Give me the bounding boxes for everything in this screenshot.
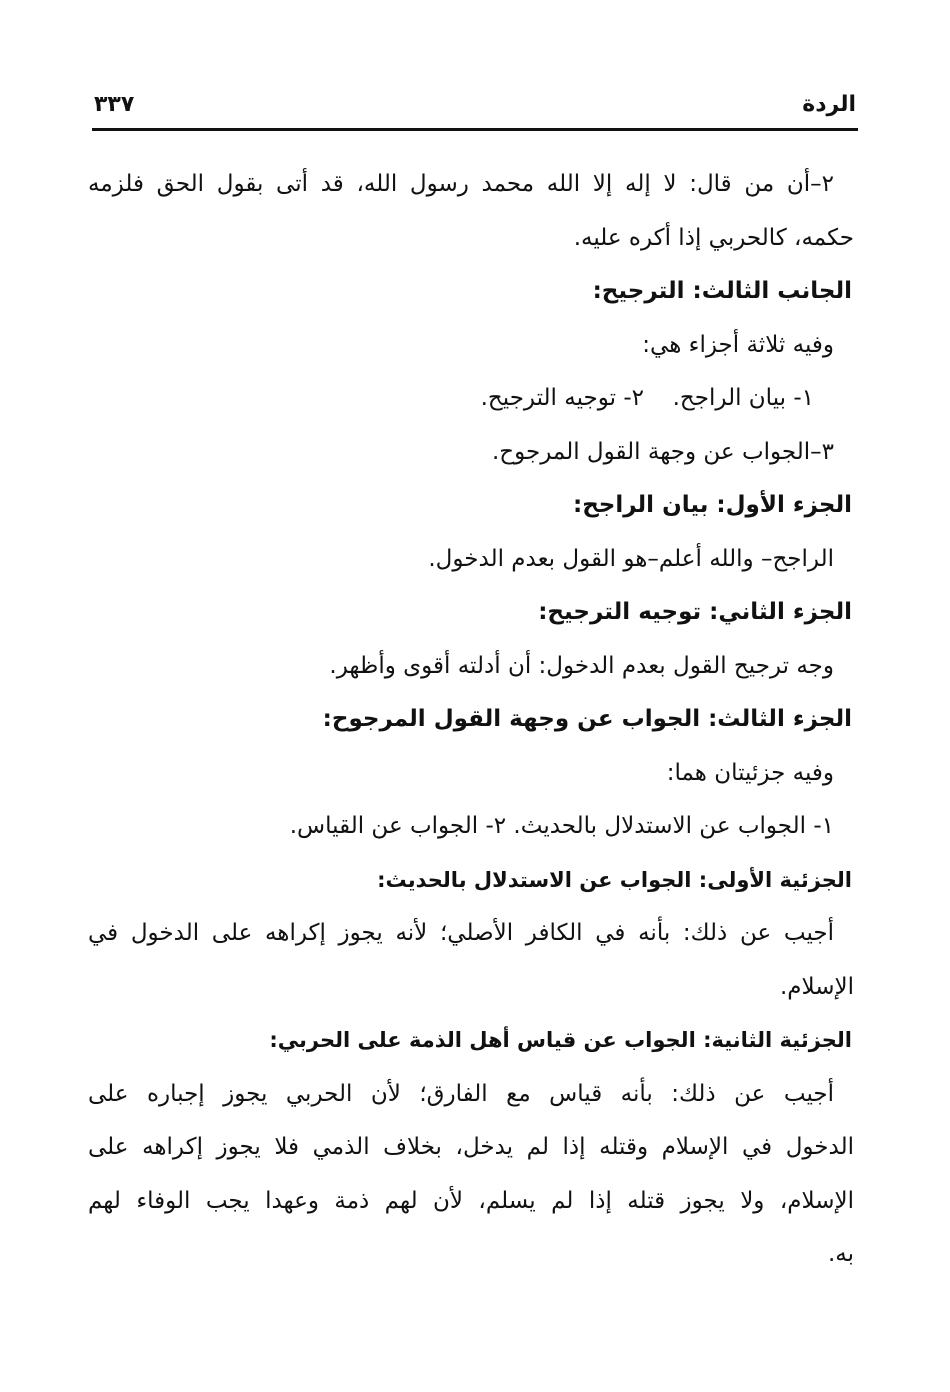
list-row: ١- الجواب عن الاستدلال بالحديث. ٢- الجواب عن القياس.: [289, 813, 834, 839]
section-heading: الجزء الثاني: توجيه الترجيح:: [538, 599, 852, 625]
page-number: ٣٣٧: [94, 92, 135, 117]
list-item: ٣–الجواب عن وجهة القول المرجوح.: [491, 438, 834, 465]
paragraph-line: وفيه جزئيتان هما:: [666, 759, 834, 786]
page-body: [88, 158, 854, 1282]
paragraph-line: الإسلام.: [779, 973, 854, 1000]
paragraph-line: وفيه ثلاثة أجزاء هي:: [642, 331, 834, 358]
section-heading: الجزء الأول: بيان الراجح:: [573, 492, 852, 518]
section-heading: الجانب الثالث: الترجيح:: [592, 278, 852, 304]
section-heading: الجزء الثالث: الجواب عن وجهة القول المرجوح:: [322, 706, 852, 732]
paragraph-line: الراجح– والله أعلم–هو القول بعدم الدخول.: [428, 545, 834, 572]
paragraph-line: أجيب عن ذلك: بأنه في الكافر الأصلي؛ لأنه يجوز إكراهه على الدخول في: [88, 920, 834, 946]
paragraph-line: الإسلام، ولا يجوز قتله إذا لم يسلم، لأن لهم ذمة وعهدا يجب الوفاء لهم: [88, 1187, 854, 1214]
paragraph-line: أجيب عن ذلك: بأنه قياس مع الفارق؛ لأن الحربي يجوز إجباره على: [88, 1080, 834, 1107]
running-title: الردة: [802, 92, 856, 117]
list-row: [88, 372, 854, 426]
section-heading: الجزئية الأولى: الجواب عن الاستدلال بالحديث:: [377, 867, 852, 892]
paragraph-line: به.: [827, 1241, 854, 1267]
list-item: ١- بيان الراجح.: [672, 385, 814, 411]
page-header: [92, 88, 858, 131]
paragraph-line: وجه ترجيح القول بعدم الدخول: أن أدلته أقوى وأظهر.: [329, 652, 834, 679]
paragraph-line: ٢–أن من قال: لا إله إلا الله محمد رسول الله، قد أتى بقول الحق فلزمه: [88, 171, 834, 197]
paragraph-line: حكمه، كالحربي إذا أكره عليه.: [573, 224, 854, 251]
section-heading: الجزئية الثانية: الجواب عن قياس أهل الذمة على الحربي:: [269, 1028, 852, 1052]
paragraph-line: الدخول في الإسلام وقتله إذا لم يدخل، بخلاف الذمي فلا يجوز إكراهه على: [88, 1134, 854, 1160]
list-item: ٢- توجيه الترجيح.: [480, 385, 644, 411]
